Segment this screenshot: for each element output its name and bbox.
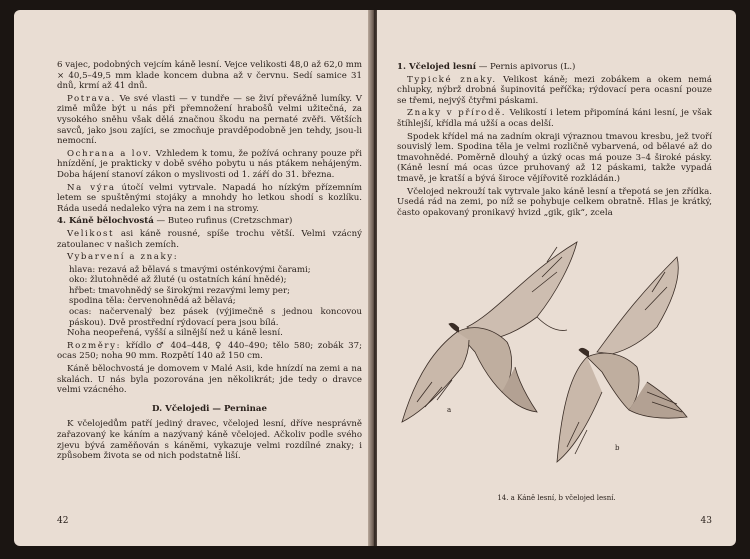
run-in-heading: Rozměry: — [67, 340, 122, 351]
run-in-heading: Typické znaky. — [407, 74, 497, 85]
paragraph: Spodek křídel má na zadním okraji výraznou tmavou kresbu, jež tvoří souvislý lem. Spodina těla je velmi rozličně vybarvená, od bělavé až do tmavohnědé. Poměrně dlouhý a úzký ocas má pouze 3–4 široké pásky. (Káně lesní má ocas úzce pruhovaný až 12 páskami, takže vypadá tmavě, je kratší a bývá široce vějířovitě rozkládán.) — [397, 131, 712, 184]
run-in-heading: Znaky v přírodě. — [407, 108, 507, 119]
paragraph-text: asi káně rousné, spíše trochu větší. Velmi vzácný zatoulanec v našich zemích. — [57, 228, 362, 250]
run-in-heading: Potrava. — [67, 93, 116, 104]
species-latin: — Pernis apivorus (L.) — [478, 62, 576, 72]
species-title: 4. Káně bělochvostá — [57, 216, 154, 227]
page-number: 43 — [700, 516, 712, 526]
paragraph-text: křídlo ♂ 404–448, ♀ 440–490; tělo 580; zobák 37; ocas 250; noha 90 mm. Rozpětí 140 až 150 cm. — [57, 340, 362, 362]
species-latin: — Buteo rufinus (Cretzschmar) — [156, 216, 293, 227]
paragraph — [57, 229, 362, 250]
paragraph: Káně bělochvostá je domovem v Malé Asii, kde hnízdí na zemi a na skalách. U nás byla pozorována jen několikrát; jde tedy o dravce velmi vzácného. — [57, 364, 362, 396]
paragraph — [57, 94, 362, 147]
paragraph: K včelojedům patří jediný dravec, včelojed lesní, dříve nesprávně zařazovaný ke káním a nazývaný káně včelojed. Ačkoliv podle svého zjevu bývá zaměňován s káněmi, vykazuje velmi rozdílné znaky; i způsobem života se od nich podstatně liší. — [57, 419, 362, 462]
paragraph: Včelojed nekrouží tak vytrvale jako káně lesní a třepotá se jen zřídka. Usedá rád na zemi, po níž se pohybuje celkem obratně. Hlas je krátký, často opakovaný pronikavý hvizd „gik, gik“, zcela — [397, 186, 712, 218]
run-in-heading: Vybarvení a znaky: — [67, 252, 179, 263]
paragraph-text: Vzhledem k tomu, že požívá ochrany pouze při hnízdění, je prakticky v době svého pobytu u nás ptákem nehájeným. Doba hájení stanoví zákon o myslivosti od 1. září do 31. března. — [57, 148, 363, 180]
paragraph — [57, 252, 362, 263]
section-heading: D. Včelojedi — Perninae — [152, 403, 267, 414]
feature-list — [57, 265, 362, 329]
right-text — [397, 62, 712, 218]
species-title: 1. Včelojed lesní — [397, 62, 476, 72]
feature-line: oko: žlutohnědé až žluté (u ostatních kání hnědé); — [69, 275, 287, 286]
feature-line: ocas: načervenalý bez pásek (výjimečně s jednou koncovou páskou). Dvě prostřední rýdovací pera jsou bílá. — [69, 307, 362, 328]
figure-caption: 14. a Káně lesní, b včelojed lesní. — [497, 494, 616, 502]
species-heading — [397, 62, 712, 73]
left-page — [14, 10, 372, 546]
paragraph-text: Velikost káně; mezi zobákem a okem nemá chlupky, nýbrž drobná šupinovitá peříčka; rýdovací pera ocasní pouze se třemi, nejvýš čtyřmi páskami. — [397, 74, 712, 106]
run-in-heading: Na výra — [67, 182, 116, 193]
paragraph — [57, 183, 362, 215]
paragraph — [57, 341, 362, 362]
paragraph — [397, 75, 712, 107]
raptor-illustration — [397, 232, 712, 502]
feature-line: hřbet: tmavohnědý se širokými rezavými lemy per; — [69, 285, 291, 296]
right-page — [377, 10, 736, 546]
run-in-heading: Ochrana a lov. — [67, 148, 153, 159]
paragraph — [57, 149, 362, 181]
paragraph-text: útočí velmi vytrvale. Napadá ho nízkým přízemním letem se spuštěnými stojáky a mnohdy ho letkou shodí s kozlíku. Ráda usedá nedaleko výra na zem i na stromy. — [57, 182, 362, 214]
paragraph: Noha neopeřená, vyšší a silnější než u káně lesní. — [67, 328, 283, 339]
paragraph — [397, 108, 712, 129]
paragraph-text: Ve své vlasti — v tundře — se živí převážně lumíky. V zimě může být u nás při přemnožení hrabošů velmi užitečná, za vysokého sněhu však dělá značnou škodu na pernaté zvěři. Větších savců, jako jsou zajíci, se zmocňuje pravděpodobně jen tehdy, jsou-li nemocní. — [57, 93, 362, 147]
run-in-heading: Velikost — [67, 228, 115, 239]
species-heading — [57, 216, 362, 227]
feature-line: spodina těla: červenohnědá až bělavá; — [69, 296, 236, 307]
paragraph-text: Velikostí i letem připomíná káni lesní, je však štíhlejší, křídla má užší a ocas delší. — [397, 108, 712, 129]
figure-label-a: a — [447, 406, 452, 414]
figure-label-b: b — [615, 444, 620, 452]
honey-buzzard-drawing — [557, 257, 687, 462]
left-text — [57, 60, 362, 462]
page-number: 42 — [57, 516, 69, 526]
feature-line: hlava: rezavá až bělavá s tmavými osténkovými čarami; — [69, 264, 311, 275]
buzzard-drawing — [402, 242, 577, 422]
paragraph: 6 vajec, podobných vejcím káně lesní. Vejce velikosti 48,0 až 62,0 mm × 40,5–49,5 mm klade koncem dubna až v červnu. Sedí samice 31 dnů, krmí až 41 dnů. — [57, 60, 362, 92]
